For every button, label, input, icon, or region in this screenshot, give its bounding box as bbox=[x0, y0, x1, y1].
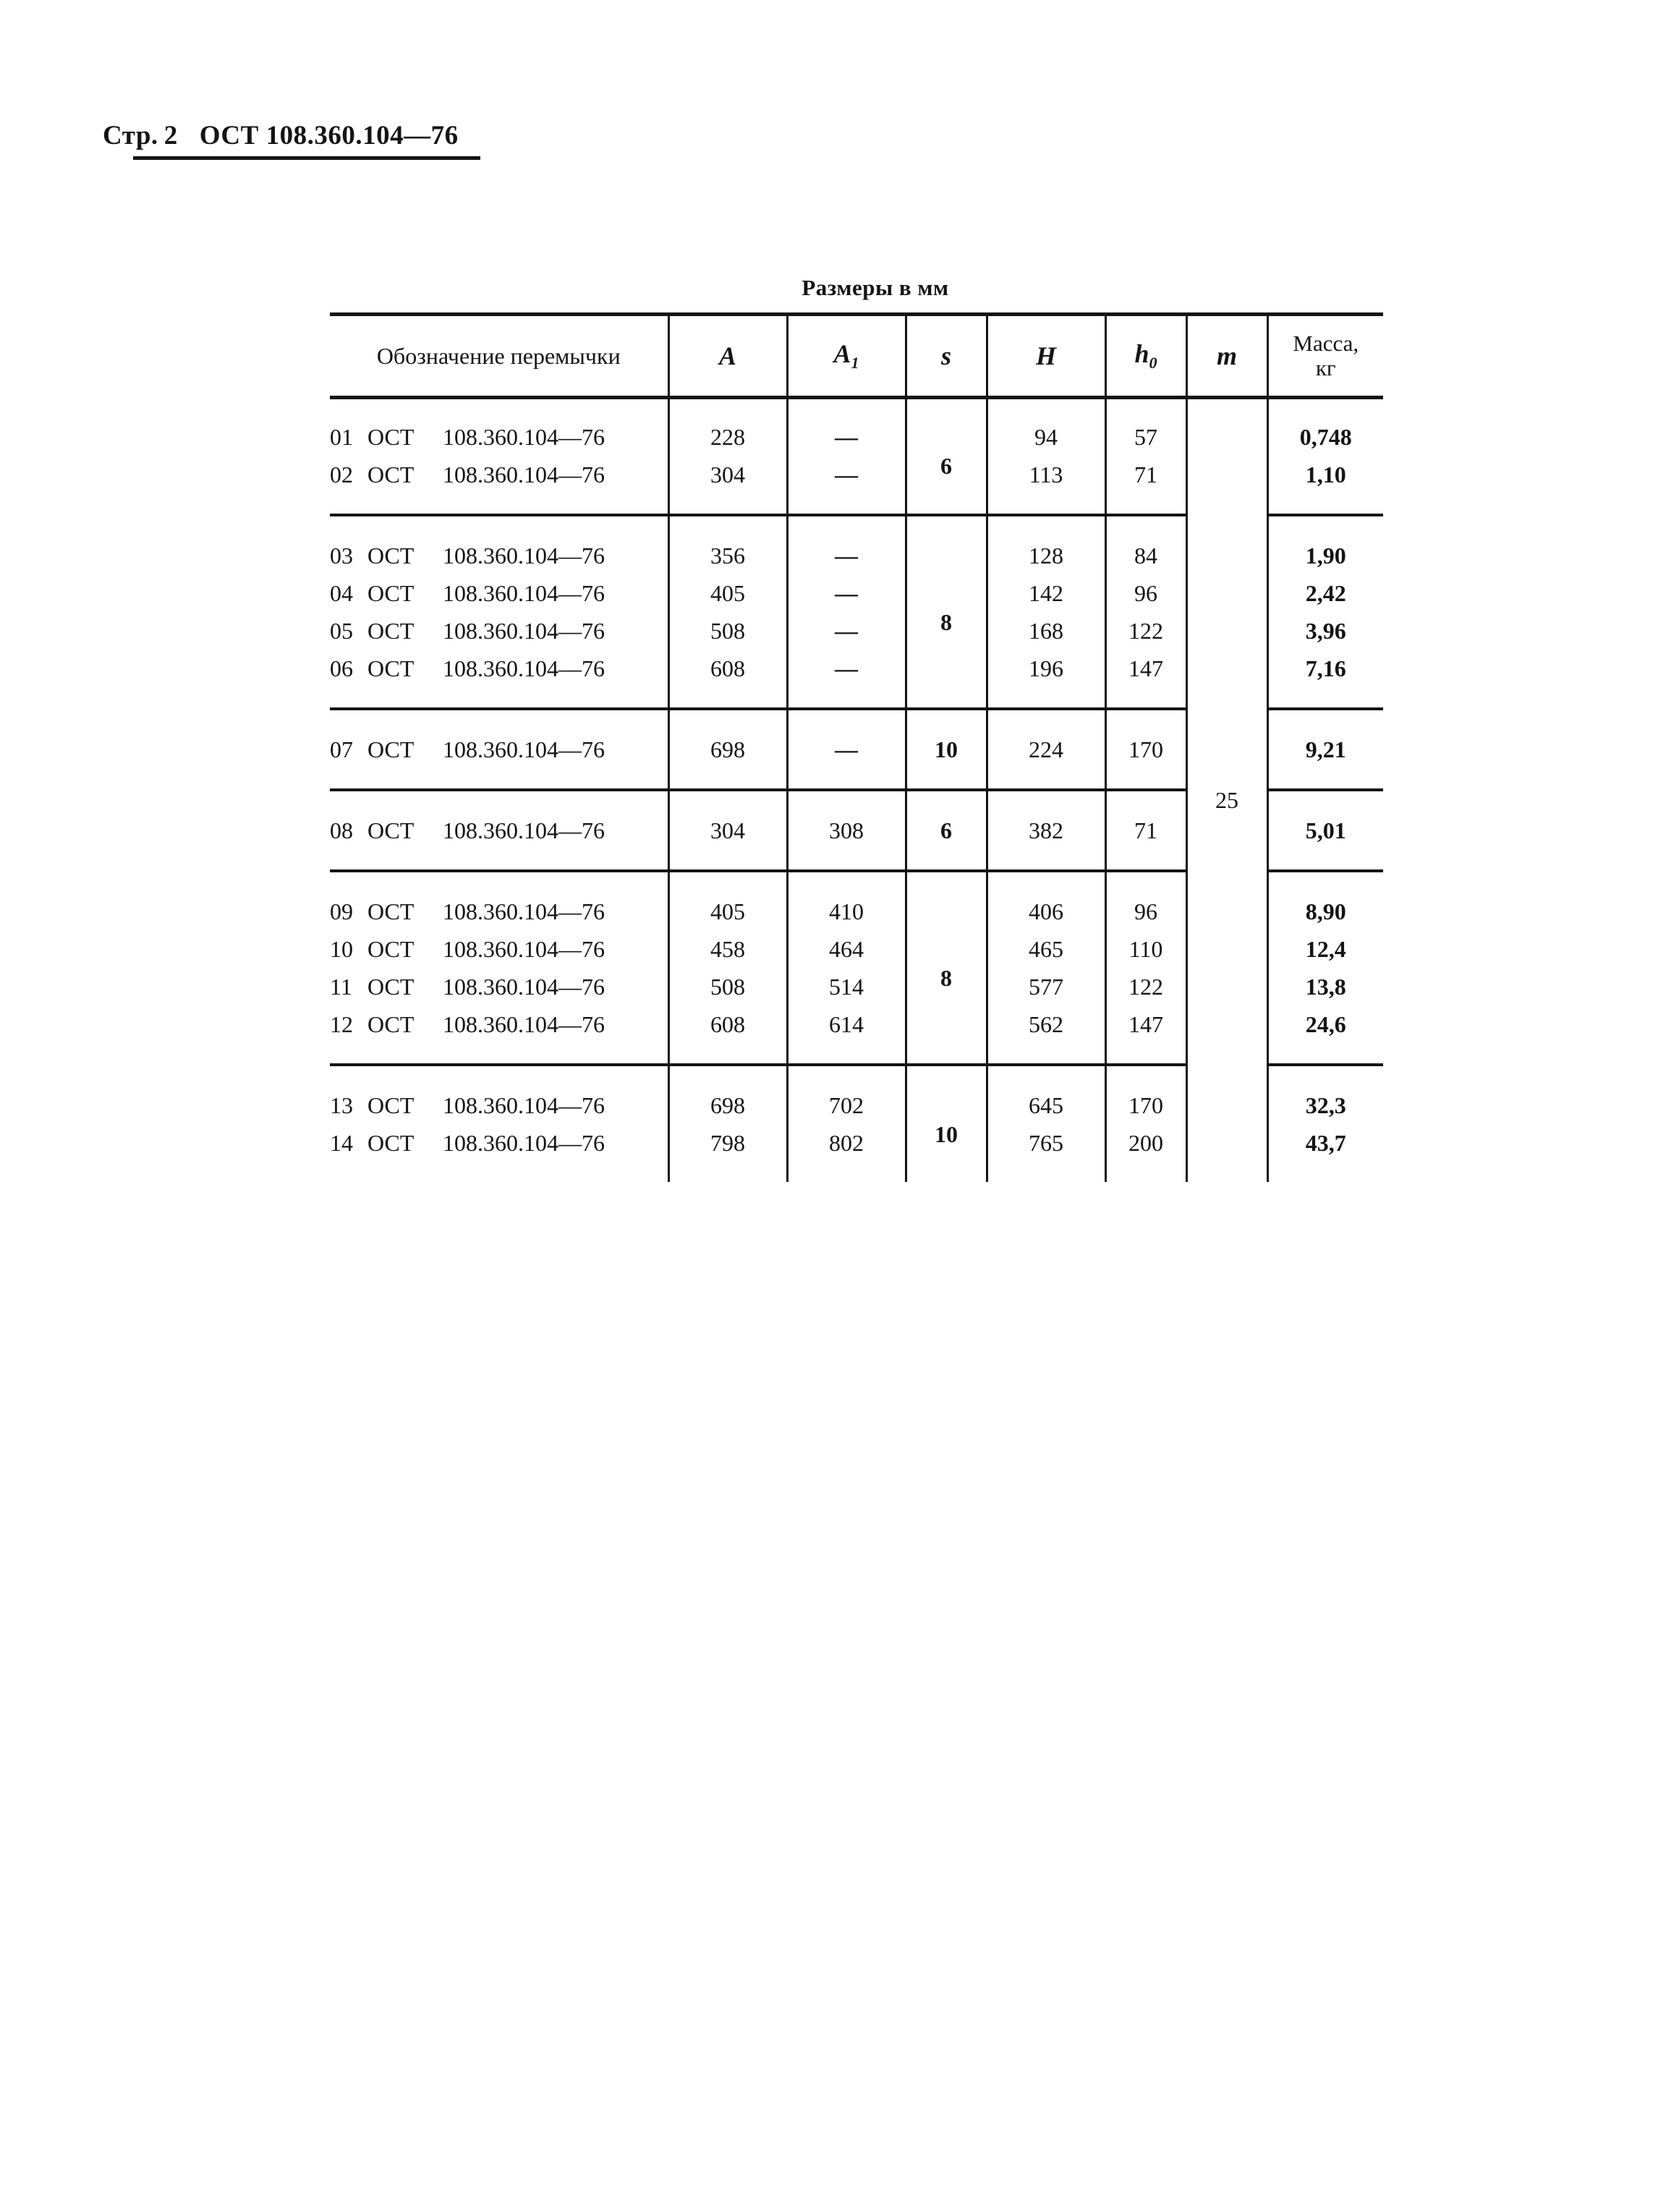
document-code: ОСТ 108.360.104—76 bbox=[199, 121, 459, 150]
a1-cell: — bbox=[787, 612, 906, 650]
s-cell: 10 bbox=[906, 709, 987, 790]
h0-cell: 96 bbox=[1105, 574, 1186, 612]
a1-cell: — bbox=[787, 515, 906, 574]
mass-cell: 9,21 bbox=[1267, 709, 1383, 790]
col-h-header: H bbox=[987, 315, 1105, 398]
h0-cell: 57 bbox=[1105, 398, 1186, 456]
page-label: Стр. bbox=[103, 121, 158, 150]
col-designation-header: Обозначение перемычки bbox=[330, 315, 668, 398]
s-cell: 8 bbox=[906, 515, 987, 709]
col-a1-header: $A_1$ bbox=[787, 315, 906, 398]
table-row bbox=[330, 398, 1383, 456]
mass-cell: 7,16 bbox=[1267, 650, 1383, 709]
s-cell: 6 bbox=[906, 790, 987, 871]
h0-cell: 122 bbox=[1105, 968, 1186, 1005]
h-cell: 645 bbox=[987, 1065, 1105, 1124]
h-cell: 196 bbox=[987, 650, 1105, 709]
a1-cell: — bbox=[787, 398, 906, 456]
col-a-header: A bbox=[668, 315, 787, 398]
col-mass-header: Масса, кг bbox=[1267, 315, 1383, 398]
a-cell: 458 bbox=[668, 930, 787, 968]
mass-cell: 5,01 bbox=[1267, 790, 1383, 871]
mass-cell: 32,3 bbox=[1267, 1065, 1383, 1124]
s-cell: 8 bbox=[906, 871, 987, 1065]
page-number: 2 bbox=[163, 121, 178, 150]
a-cell: 608 bbox=[668, 1005, 787, 1065]
dimensions-table bbox=[330, 312, 1383, 1182]
s-cell: 10 bbox=[906, 1065, 987, 1182]
h0-cell: 71 bbox=[1105, 456, 1186, 515]
mass-cell: 43,7 bbox=[1267, 1124, 1383, 1182]
h-cell: 128 bbox=[987, 515, 1105, 574]
col-s-header: s bbox=[906, 315, 987, 398]
a-cell: 405 bbox=[668, 871, 787, 930]
a-cell: 608 bbox=[668, 650, 787, 709]
designation-cell: 09 ОСТ 108.360.104—76 bbox=[330, 871, 668, 930]
h-cell: 577 bbox=[987, 968, 1105, 1005]
h-cell: 224 bbox=[987, 709, 1105, 790]
h0-cell: 96 bbox=[1105, 871, 1186, 930]
designation-cell: 08 ОСТ 108.360.104—76 bbox=[330, 790, 668, 871]
a-cell: 698 bbox=[668, 1065, 787, 1124]
h-cell: 765 bbox=[987, 1124, 1105, 1182]
designation-cell: 03 ОСТ 108.360.104—76 bbox=[330, 515, 668, 574]
a1-cell: 308 bbox=[787, 790, 906, 871]
mass-cell: 24,6 bbox=[1267, 1005, 1383, 1065]
h0-cell: 71 bbox=[1105, 790, 1186, 871]
mass-cell: 8,90 bbox=[1267, 871, 1383, 930]
a-cell: 228 bbox=[668, 398, 787, 456]
mass-cell: 3,96 bbox=[1267, 612, 1383, 650]
table-body bbox=[330, 398, 1383, 1183]
h0-cell: 147 bbox=[1105, 650, 1186, 709]
col-h0-header: $h_0$ bbox=[1105, 315, 1186, 398]
designation-cell: 14 ОСТ 108.360.104—76 bbox=[330, 1130, 605, 1156]
h0-cell: 170 bbox=[1105, 1065, 1186, 1124]
mass-cell: 1,90 bbox=[1267, 515, 1383, 574]
a1-cell: — bbox=[787, 574, 906, 612]
a1-cell: 802 bbox=[787, 1124, 906, 1182]
mass-cell: 1,10 bbox=[1267, 456, 1383, 515]
a-cell: 798 bbox=[668, 1124, 787, 1182]
mass-cell: 0,748 bbox=[1267, 398, 1383, 456]
h-cell: 142 bbox=[987, 574, 1105, 612]
mass-cell: 2,42 bbox=[1267, 574, 1383, 612]
h-cell: 168 bbox=[987, 612, 1105, 650]
a1-cell: — bbox=[787, 709, 906, 790]
a1-cell: 514 bbox=[787, 968, 906, 1005]
designation-cell: 10 ОСТ 108.360.104—76 bbox=[330, 936, 605, 962]
designation-cell: 07 ОСТ 108.360.104—76 bbox=[330, 709, 668, 790]
designation-cell: 11 ОСТ 108.360.104—76 bbox=[330, 974, 605, 1000]
col-m-header: m bbox=[1186, 315, 1267, 398]
a-cell: 304 bbox=[668, 790, 787, 871]
a1-cell: 702 bbox=[787, 1065, 906, 1124]
s-cell: 6 bbox=[906, 398, 987, 516]
a-cell: 356 bbox=[668, 515, 787, 574]
a1-cell: 464 bbox=[787, 930, 906, 968]
a-cell: 698 bbox=[668, 709, 787, 790]
a-cell: 508 bbox=[668, 968, 787, 1005]
mass-cell: 12,4 bbox=[1267, 930, 1383, 968]
h0-cell: 147 bbox=[1105, 1005, 1186, 1065]
a1-cell: 410 bbox=[787, 871, 906, 930]
designation-cell: 01 ОСТ 108.360.104—76 bbox=[330, 424, 605, 450]
h0-cell: 170 bbox=[1105, 709, 1186, 790]
a1-cell: — bbox=[787, 456, 906, 515]
h-cell: 465 bbox=[987, 930, 1105, 968]
a-cell: 508 bbox=[668, 612, 787, 650]
h0-cell: 122 bbox=[1105, 612, 1186, 650]
m-cell: 25 bbox=[1186, 398, 1267, 1183]
h-cell: 382 bbox=[987, 790, 1105, 871]
a-cell: 405 bbox=[668, 574, 787, 612]
designation-cell: 06 ОСТ 108.360.104—76 bbox=[330, 655, 605, 681]
h0-cell: 110 bbox=[1105, 930, 1186, 968]
table-caption: Размеры в мм bbox=[802, 275, 949, 300]
table-header-row bbox=[330, 315, 1383, 398]
h0-cell: 200 bbox=[1105, 1124, 1186, 1182]
designation-cell: 02 ОСТ 108.360.104—76 bbox=[330, 461, 605, 488]
h-cell: 94 bbox=[987, 398, 1105, 456]
mass-cell: 13,8 bbox=[1267, 968, 1383, 1005]
h-cell: 562 bbox=[987, 1005, 1105, 1065]
designation-cell: 13 ОСТ 108.360.104—76 bbox=[330, 1065, 668, 1124]
a-cell: 304 bbox=[668, 456, 787, 515]
header-underline bbox=[133, 156, 480, 160]
a1-cell: — bbox=[787, 650, 906, 709]
designation-cell: 05 ОСТ 108.360.104—76 bbox=[330, 618, 605, 644]
h-cell: 113 bbox=[987, 456, 1105, 515]
a1-cell: 614 bbox=[787, 1005, 906, 1065]
designation-cell: 04 ОСТ 108.360.104—76 bbox=[330, 580, 605, 606]
designation-cell: 12 ОСТ 108.360.104—76 bbox=[330, 1011, 605, 1037]
page-header bbox=[103, 120, 459, 151]
h0-cell: 84 bbox=[1105, 515, 1186, 574]
h-cell: 406 bbox=[987, 871, 1105, 930]
